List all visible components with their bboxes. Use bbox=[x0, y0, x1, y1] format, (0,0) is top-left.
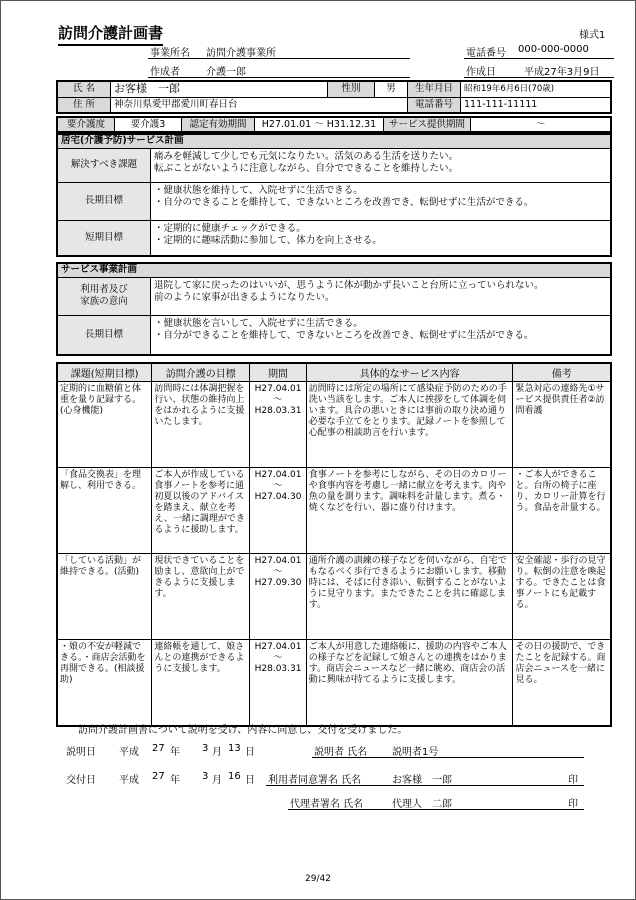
address-value: 神奈川県愛甲郡愛川町春日台 bbox=[111, 97, 408, 113]
table-row bbox=[57, 468, 611, 554]
deliver-month: 3 bbox=[202, 771, 209, 782]
name-label: 氏 名 bbox=[57, 81, 111, 97]
dob-label: 生年月日 bbox=[408, 81, 461, 97]
valid-period-value: H27.01.01 〜 H31.12.31 bbox=[255, 117, 384, 132]
tel-label: 電話番号 bbox=[466, 48, 506, 59]
row-issue: ・娘の不安が軽減できる。・商店会活動を再開できる。(相談援助) bbox=[57, 640, 152, 726]
document-title: 訪問介護計画書 bbox=[58, 22, 163, 46]
consent-sign-label: 利用者同意署名 氏名 bbox=[268, 775, 362, 786]
row-note: 安全確認・歩行の見守り。転倒の注意を喚起する。できたことは食事ノートにも記載する。 bbox=[513, 554, 611, 640]
row-content: 食事ノートを参考にしながら、その日のカロリーや食事内容を考慮し一緒に献立を考えます。肉や魚の量を測ります。調味料を計量します。煮る・焼くなどを行い、器に盛り付けます。 bbox=[306, 468, 513, 554]
valid-period-label: 認定有効期間 bbox=[182, 117, 255, 132]
row-period: H27.04.01 〜 H28.03.31 bbox=[250, 640, 306, 726]
seal-mark: 印 bbox=[568, 799, 578, 810]
client-info-table bbox=[56, 80, 612, 114]
address-label: 住 所 bbox=[57, 97, 111, 113]
row-note: 緊急対応の連絡先①サービス提供責任者②訪問看護 bbox=[513, 382, 611, 468]
col-issue: 課題(短期目標) bbox=[57, 363, 152, 382]
service-long-goal-text: ・健康状態を言いして、入院せずに生活できる。 ・自分ができることを維持して、できないところを改善でき、転倒せずに生活ができる。 bbox=[151, 315, 612, 355]
row-issue: 「食品交換表」を理解し、利用できる。 bbox=[57, 468, 152, 554]
table-row bbox=[57, 554, 611, 640]
care-plan-header: 居宅(介護予防)サービス計画 bbox=[57, 134, 611, 148]
row-period: H27.04.01 〜 H28.03.31 bbox=[250, 382, 306, 468]
service-long-goal-label: 長期目標 bbox=[57, 315, 151, 355]
day-unit: 日 bbox=[245, 775, 255, 786]
care-level-label: 要介護度 bbox=[57, 117, 115, 132]
year-unit: 年 bbox=[170, 747, 180, 758]
wish-text: 退院して家に戻ったのはいいが、思うように体が動かず長いこと台所に立っていられない。 前のように家事が出きるようになりたい。 bbox=[151, 277, 612, 315]
row-content: 通所介護の訓練の様子などを伺いながら、自宅でもなるべく歩行できるようにお願いします。移動時には、そばに付き添い、転倒することがないように見守ります。またできたことを共に確認します。 bbox=[306, 554, 513, 640]
issue-text: 痛みを軽減して少しでも元気になりたい。活気のある生活を送りたい。 転ぶことがないように注意しながら、自分でできることを維持したい。 bbox=[151, 148, 612, 182]
row-period: H27.04.01 〜 H27.04.30 bbox=[250, 468, 306, 554]
gender-label: 性別 bbox=[328, 81, 375, 97]
year-unit: 年 bbox=[170, 775, 180, 786]
row-goal: ご本人が作成している食事ノートを参考に通初夏以後のアドバイスを踏まえ、献立を考え、一緒に調理ができるように援助します。 bbox=[152, 468, 250, 554]
deliver-day: 16 bbox=[228, 771, 241, 782]
row-goal: 現状できていることを励まし、意欲向上ができるように支援します。 bbox=[152, 554, 250, 640]
row-content: 訪問時には所定の場所にて感染症予防のための手洗い当該をします。ご本人に挨拶をして体調を伺います。具合の悪いときには事前の取り決め通り必要な手立てをとります。記録ノートを参照して心配事の相談助言を行います。 bbox=[306, 382, 513, 468]
service-detail-table bbox=[56, 362, 612, 727]
explain-era: 平成 bbox=[119, 747, 139, 758]
issue-label: 解決すべき課題 bbox=[57, 148, 151, 182]
row-goal: 訪問時には体調把握を行い、状態の維持向上をはかれるように支援いたします。 bbox=[152, 382, 250, 468]
dob-value: 昭和19年6月6日(70歳) bbox=[461, 81, 612, 97]
explain-year: 27 bbox=[152, 743, 165, 754]
row-content: ご本人が用意した連絡帳に、援助の内容やご本人の様子などを記録して娘さんとの連携をはかります。商店会ニュースなど一緒に眺め、商店会の活動に興味が持てるように支援します。 bbox=[306, 640, 513, 726]
row-issue: 定期的に血糖値と体重を量り記録する。(心身機能) bbox=[57, 382, 152, 468]
deliver-era: 平成 bbox=[119, 775, 139, 786]
author-label: 作成者 bbox=[150, 67, 180, 78]
col-note: 備考 bbox=[513, 363, 611, 382]
page-number: 29/42 bbox=[305, 874, 331, 884]
seal-mark: 印 bbox=[568, 775, 578, 786]
created-label: 作成日 bbox=[466, 67, 496, 78]
name-value: お客様 一郎 bbox=[111, 81, 328, 97]
col-content: 具体的なサービス内容 bbox=[306, 363, 513, 382]
row-note: ・ご本人ができること。台所の椅子に座り、カロリー計算を行う。食品を計量する。 bbox=[513, 468, 611, 554]
explain-month: 3 bbox=[202, 743, 209, 754]
office-label: 事業所名 bbox=[150, 48, 190, 59]
short-term-goal-label: 短期目標 bbox=[57, 220, 151, 256]
gender-value: 男 bbox=[375, 81, 408, 97]
month-unit: 月 bbox=[212, 775, 222, 786]
consent-statement: 訪問介護計画書について説明を受け、内容に同意し、交付を受けました。 bbox=[78, 725, 408, 736]
explainer-label: 説明者 氏名 bbox=[314, 747, 368, 758]
client-tel-label: 電話番号 bbox=[408, 97, 461, 113]
wish-label: 利用者及び 家族の意向 bbox=[57, 277, 151, 315]
table-row bbox=[57, 640, 611, 726]
long-term-goal-label: 長期目標 bbox=[57, 182, 151, 220]
form-number: 様式1 bbox=[579, 30, 606, 41]
row-issue: 「している活動」が維持できる。(活動) bbox=[57, 554, 152, 640]
proxy-sign-label: 代理者署名 氏名 bbox=[290, 799, 364, 810]
care-level-value: 要介護3 bbox=[115, 117, 182, 132]
service-plan-header: サービス事業計画 bbox=[57, 263, 611, 277]
service-period-label: サービス提供期間 bbox=[384, 117, 471, 132]
short-term-goal-text: ・定期的に健康チェックができる。 ・定期的に趣味活動に参加して、体力を向上させる。 bbox=[151, 220, 612, 256]
row-note: その日の援助で、できたことを記録する。商店会ニュースを一緒に見る。 bbox=[513, 640, 611, 726]
service-plan-table bbox=[56, 262, 612, 356]
table-row bbox=[57, 382, 611, 468]
row-period: H27.04.01 〜 H27.09.30 bbox=[250, 554, 306, 640]
explain-date-label: 説明日 bbox=[66, 747, 96, 758]
service-period-value: 〜 bbox=[471, 117, 612, 132]
day-unit: 日 bbox=[245, 747, 255, 758]
month-unit: 月 bbox=[212, 747, 222, 758]
care-level-table bbox=[56, 116, 612, 133]
author-value: 介護一郎 bbox=[206, 67, 246, 78]
office-value: 訪問介護事業所 bbox=[206, 48, 276, 59]
care-plan-table bbox=[56, 133, 612, 257]
deliver-date-label: 交付日 bbox=[66, 775, 96, 786]
created-value: 平成27年3月9日 bbox=[524, 67, 600, 78]
client-tel-value: 111-111-11111 bbox=[461, 97, 612, 113]
col-period: 期間 bbox=[250, 363, 306, 382]
row-goal: 連絡帳を通して、娘さんとの連携ができるように支援します。 bbox=[152, 640, 250, 726]
col-goal: 訪問介護の目標 bbox=[152, 363, 250, 382]
long-term-goal-text: ・健康状態を維持して、入院せずに生活できる。 ・自分のできることを維持して、できないところを改善でき、転倒せずに生活ができる。 bbox=[151, 182, 612, 220]
consent-sign-value: お客様 一郎 bbox=[392, 775, 452, 786]
deliver-year: 27 bbox=[152, 771, 165, 782]
proxy-sign-value: 代理人 二郎 bbox=[392, 799, 452, 810]
explain-day: 13 bbox=[228, 743, 241, 754]
tel-value: 000-000-0000 bbox=[518, 44, 589, 55]
explainer-value: 説明者1号 bbox=[392, 747, 439, 758]
